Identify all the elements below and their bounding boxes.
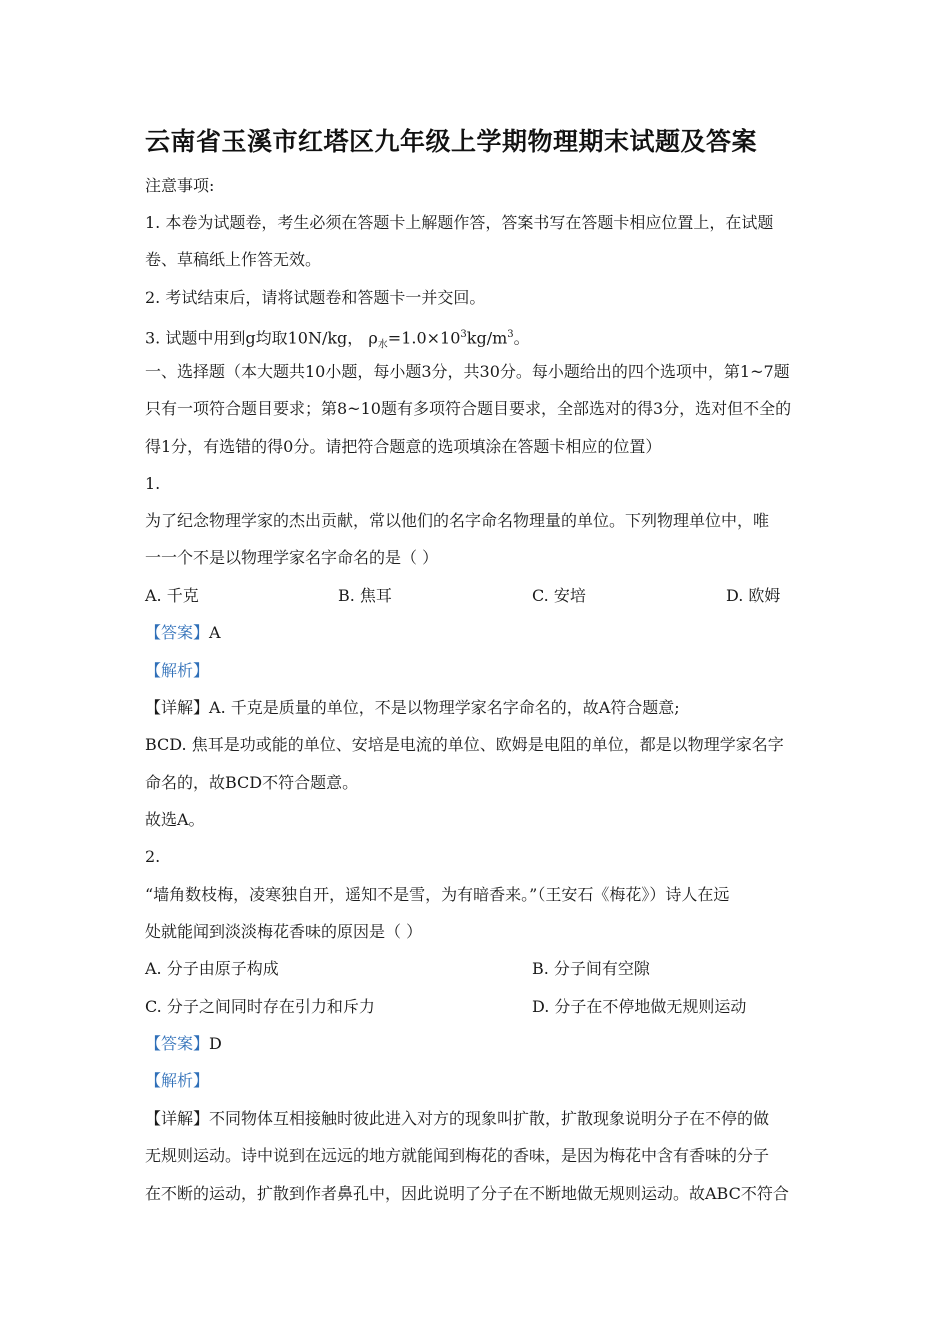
q1-number: 1. (145, 474, 161, 493)
notice-item-2: 2. 考试结束后，请将试题卷和答题卡一并交回。 (145, 288, 486, 307)
q1-detail-line-1: 【详解】A. 千克是质量的单位，不是以物理学家名字命名的，故A符合题意; (145, 698, 680, 717)
q1-detail-line-2: BCD. 焦耳是功或能的单位、安培是电流的单位、欧姆是电阻的单位，都是以物理学家名字 (145, 735, 784, 754)
q1-analysis-tag: 【解析】 (145, 661, 210, 680)
section-1-line-2: 只有一项符合题目要求；第8~10题有多项符合题目要求，全部选对的得3分，选对但不全的 (145, 399, 792, 418)
q2-detail-line-3: 在不断的运动，扩散到作者鼻孔中，因此说明了分子在不断地做无规则运动。故ABC不符合 (145, 1184, 789, 1203)
answer-tag: 【答案】 (145, 623, 210, 642)
q1-stem-line-2: 一一个不是以物理学家名字命名的是（ ） (145, 548, 439, 567)
detail-tag: 【详解】 (145, 698, 210, 717)
notice-item-1-line-1: 1. 本卷为试题卷，考生必须在答题卡上解题作答，答案书写在答题卡相应位置上，在试题 (145, 213, 774, 232)
q1-option-a: A. 千克 (145, 586, 199, 605)
q2-analysis-tag: 【解析】 (145, 1071, 210, 1090)
q2-detail-line-2: 无规则运动。诗中说到在远远的地方就能闻到梅花的香味，是因为梅花中含有香味的分子 (145, 1146, 770, 1165)
notice-heading: 注意事项: (145, 176, 215, 195)
q1-option-c: C. 安培 (532, 586, 586, 605)
q2-detail-line-1: 【详解】不同物体互相接触时彼此进入对方的现象叫扩散，扩散现象说明分子在不停的做 (145, 1109, 770, 1128)
page-title: 云南省玉溪市红塔区九年级上学期物理期末试题及答案 (145, 127, 758, 156)
answer-value: A (209, 623, 221, 642)
q2-answer (145, 1033, 222, 1055)
q2-stem-line-2: 处就能闻到淡淡梅花香味的原因是（ ） (145, 922, 423, 941)
q2-option-d: D. 分子在不停地做无规则运动 (532, 997, 747, 1016)
q1-conclusion: 故选A。 (145, 810, 205, 829)
section-1-line-3: 得1分，有选错的得0分。请把符合题意的选项填涂在答题卡相应的位置） (145, 437, 662, 456)
q1-stem-line-1: 为了纪念物理学家的杰出贡献，常以他们的名字命名物理量的单位。下列物理单位中，唯 (145, 511, 770, 530)
detail-tag: 【详解】 (145, 1109, 210, 1128)
q2-option-a: A. 分子由原子构成 (145, 959, 279, 978)
q2-number: 2. (145, 847, 161, 866)
q1-detail-line-3: 命名的，故BCD不符合题意。 (145, 773, 359, 792)
q2-option-c: C. 分子之间同时存在引力和斥力 (145, 997, 375, 1016)
q2-option-b: B. 分子间有空隙 (532, 959, 650, 978)
notice-item-1-line-2: 卷、草稿纸上作答无效。 (145, 250, 322, 269)
notice-item-3: 3. 试题中用到g均取10N/kg， $\rho_水=1.0\times 10^3kg/m^3$。 (145, 328, 530, 351)
section-1-line-1: 一、选择题（本大题共10小题，每小题3分，共30分。每小题给出的四个选项中，第1~7题 (145, 362, 790, 381)
q1-option-d: D. 欧姆 (726, 586, 781, 605)
q1-option-b: B. 焦耳 (338, 586, 392, 605)
q1-answer (145, 622, 221, 644)
answer-value: D (209, 1034, 222, 1053)
answer-tag: 【答案】 (145, 1034, 210, 1053)
q2-stem-line-1: “墙角数枝梅，凌寒独自开，遥知不是雪，为有暗香来。”（王安石《梅花》）诗人在远 (145, 885, 730, 904)
